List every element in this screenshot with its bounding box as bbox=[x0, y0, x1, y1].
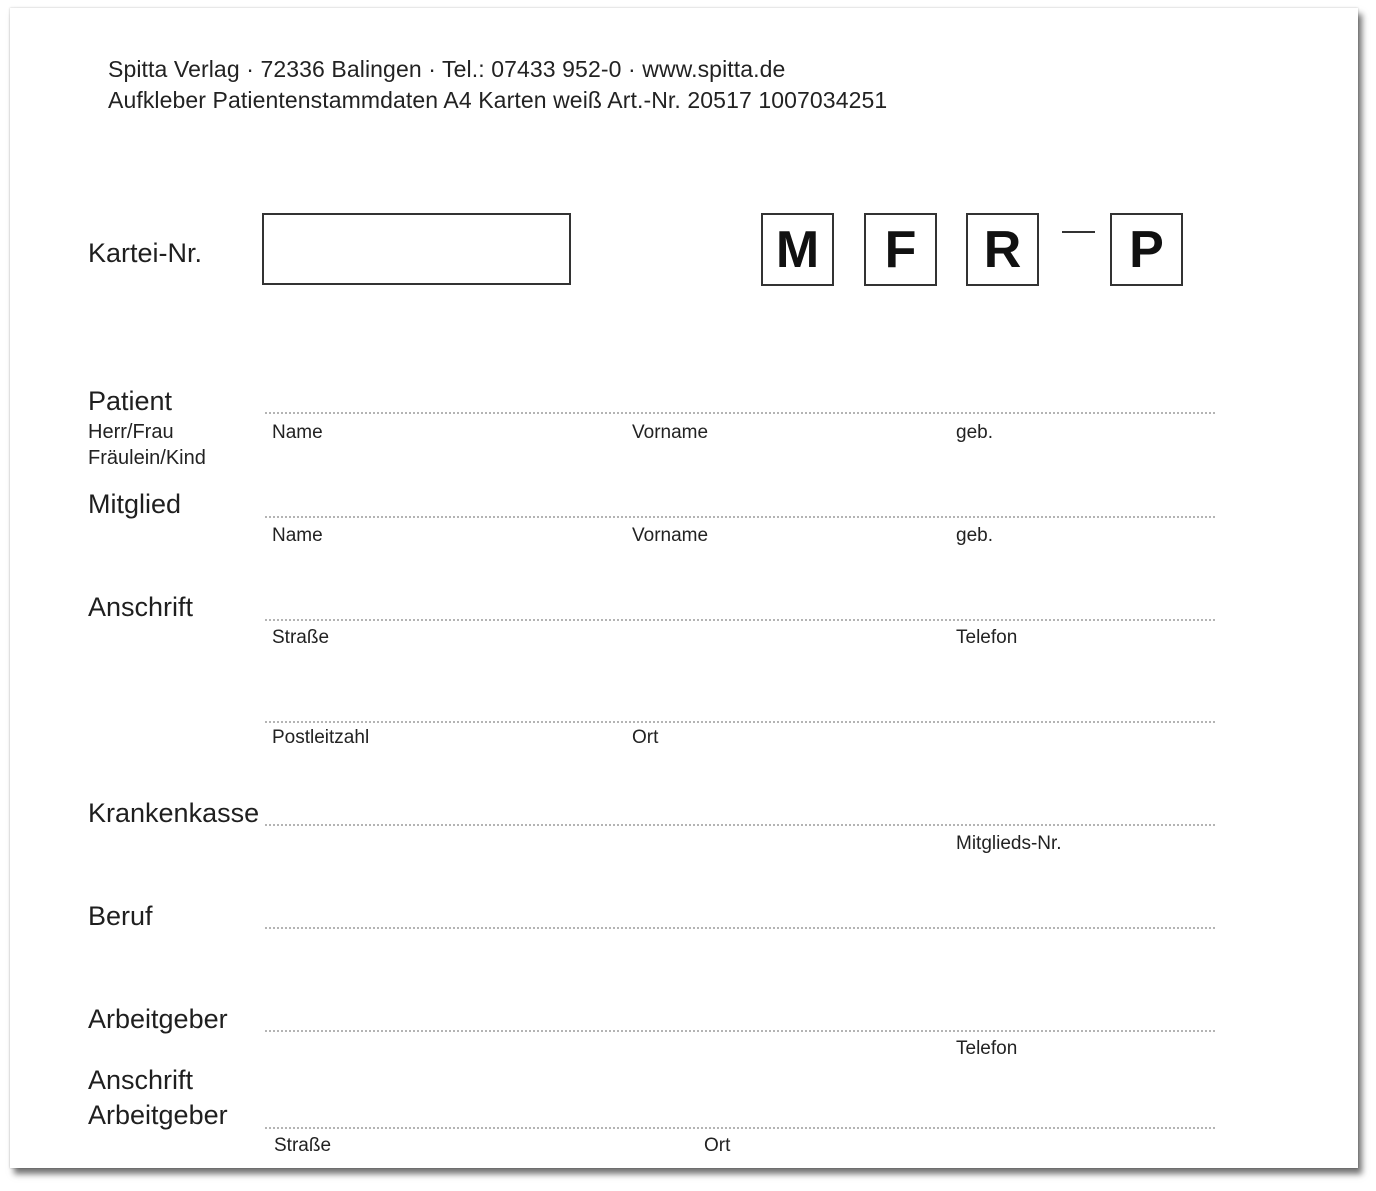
anschrift-ort-caption: Ort bbox=[632, 727, 659, 748]
mitglied-name-caption: Name bbox=[272, 525, 323, 546]
anschrift-label: Anschrift bbox=[88, 592, 194, 622]
arbeitgeber-line[interactable] bbox=[265, 1030, 1215, 1032]
krankenkasse-label: Krankenkasse bbox=[88, 798, 260, 828]
anschrift-arbeitgeber-label-1: Anschrift bbox=[88, 1065, 194, 1095]
anschrift-telefon-caption: Telefon bbox=[956, 627, 1018, 648]
anschrift-strasse-caption: Straße bbox=[272, 627, 330, 648]
patient-sub-fraeulein-kind: Fräulein/Kind bbox=[88, 447, 206, 469]
anschrift-ort-line[interactable] bbox=[265, 721, 1215, 723]
patient-sub-herr-frau: Herr/Frau bbox=[88, 421, 174, 443]
beruf-label: Beruf bbox=[88, 901, 153, 931]
beruf-line[interactable] bbox=[265, 927, 1215, 929]
anschrift-arbeitgeber-strasse-caption: Straße bbox=[274, 1135, 332, 1156]
anschrift-strasse-line[interactable] bbox=[265, 619, 1215, 621]
krankenkasse-line[interactable] bbox=[265, 824, 1215, 826]
patient-line[interactable] bbox=[265, 412, 1215, 414]
form-sheet bbox=[10, 8, 1358, 1168]
mitglied-vorname-caption: Vorname bbox=[632, 525, 709, 546]
anschrift-arbeitgeber-line[interactable] bbox=[265, 1127, 1215, 1129]
kartei-nr-field[interactable] bbox=[262, 213, 571, 285]
letter-box-m[interactable]: M bbox=[761, 213, 834, 286]
anschrift-plz-caption: Postleitzahl bbox=[272, 727, 370, 748]
letter-box-p[interactable]: P bbox=[1110, 213, 1183, 286]
mitglied-geb-caption: geb. bbox=[956, 525, 993, 546]
anschrift-arbeitgeber-label-2: Arbeitgeber bbox=[88, 1100, 228, 1130]
mitglieds-nr-caption: Mitglieds-Nr. bbox=[956, 833, 1062, 854]
kartei-nr-label: Kartei-Nr. bbox=[88, 238, 203, 268]
mitglied-line[interactable] bbox=[265, 516, 1215, 518]
letter-box-r[interactable]: R bbox=[966, 213, 1039, 286]
letter-box-f[interactable]: F bbox=[864, 213, 937, 286]
letter-dash bbox=[1062, 231, 1095, 233]
patient-geb-caption: geb. bbox=[956, 422, 993, 443]
patient-vorname-caption: Vorname bbox=[632, 422, 709, 443]
arbeitgeber-telefon-caption: Telefon bbox=[956, 1038, 1018, 1059]
patient-name-caption: Name bbox=[272, 422, 323, 443]
arbeitgeber-label: Arbeitgeber bbox=[88, 1004, 228, 1034]
anschrift-arbeitgeber-ort-caption: Ort bbox=[704, 1135, 731, 1156]
publisher-line: Spitta Verlag · 72336 Balingen · Tel.: 07433 952-0 · www.spitta.de bbox=[108, 56, 786, 82]
mitglied-label: Mitglied bbox=[88, 489, 182, 519]
patient-label: Patient bbox=[88, 386, 173, 416]
article-line: Aufkleber Patientenstammdaten A4 Karten weiß Art.-Nr. 20517 1007034251 bbox=[108, 87, 888, 113]
